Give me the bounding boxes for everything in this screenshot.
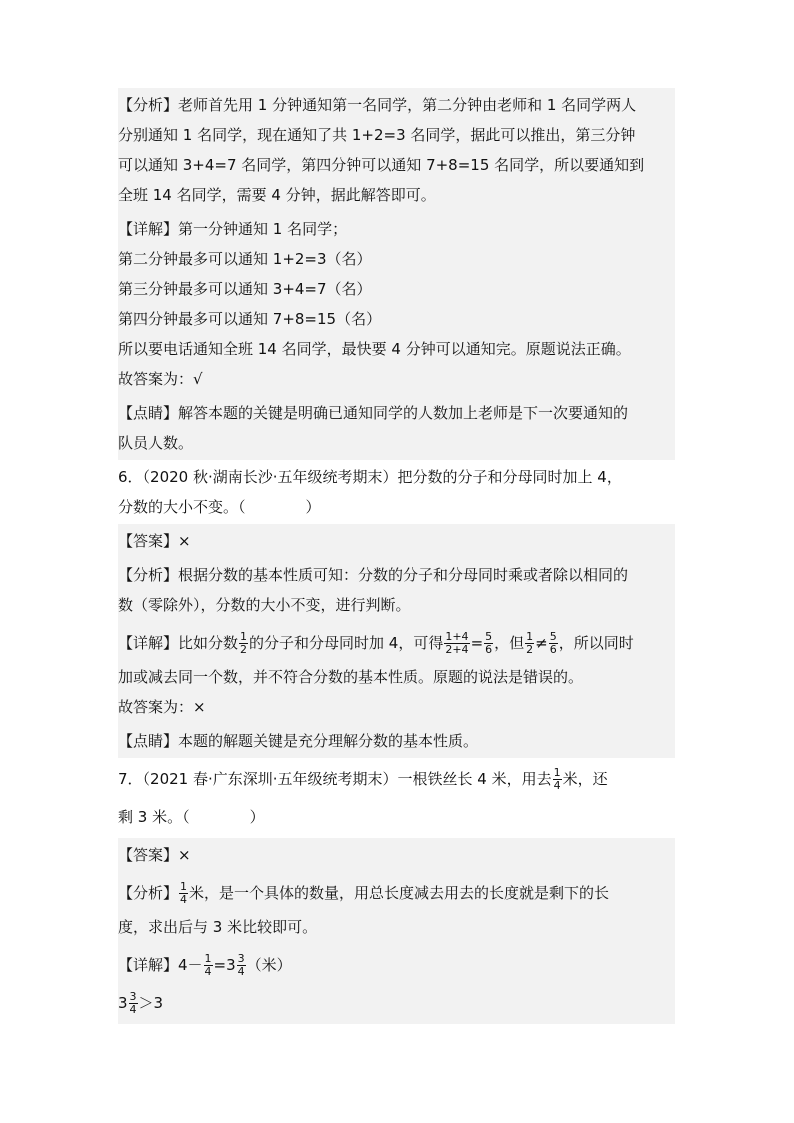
text-span: =3 [213, 956, 236, 974]
text-span: 【详解】4－ [118, 956, 203, 974]
fraction-numerator: 1 [180, 879, 188, 893]
fraction-denominator: 2+4 [445, 642, 469, 656]
fraction-denominator: 4 [180, 892, 188, 906]
fraction-numerator: 3 [129, 989, 137, 1003]
fraction-denominator: 2 [240, 642, 248, 656]
text-span: 【详解】比如分数 [118, 634, 239, 652]
text-line: 分别通知 1 名同学，现在通知了共 1+2=3 名同学，据此可以推出，第三分钟 [118, 126, 636, 144]
detail-formula-line [118, 946, 675, 984]
text-span: （米） [246, 956, 292, 974]
text-line: 【点睛】本题的解题关键是充分理解分数的基本性质。 [118, 732, 479, 750]
text-line: 【点睛】解答本题的关键是明确已通知同学的人数加上老师是下一次要通知的 [118, 404, 629, 422]
text-span: ，但 [494, 634, 525, 652]
text-span: 米，是一个具体的数量，用总长度减去用去的长度就是剩下的长 [189, 884, 610, 902]
text-line: 所以要电话通知全班 14 名同学，最快要 4 分钟可以通知完。原题说法正确。 [118, 340, 631, 358]
analysis-block [118, 872, 675, 944]
fraction-numerator: 5 [485, 629, 493, 643]
detail-formula-line [118, 624, 675, 662]
detail-block [118, 212, 675, 396]
fraction [239, 631, 248, 656]
text-span: 的分子和分母同时加 4，可得 [249, 634, 444, 652]
question-text: 分数的大小不变。（ ） [118, 498, 321, 516]
text-span: ＞3 [138, 994, 164, 1012]
text-span: 米，还 [562, 770, 608, 788]
answer-text: 【答案】× [118, 532, 191, 550]
text-span: 【分析】 [118, 884, 179, 902]
text-line: 加或减去同一个数，并不符合分数的基本性质。原题的说法是错误的。 [118, 668, 584, 686]
fraction [484, 631, 493, 656]
text-line: 第二分钟最多可以通知 1+2=3（名） [118, 250, 372, 268]
text-line: 全班 14 名同学，需要 4 分钟，据此解答即可。 [118, 186, 436, 204]
answer-text: 【答案】× [118, 846, 191, 864]
text-line: 故答案为：√ [118, 370, 203, 388]
fraction-denominator: 4 [129, 1002, 137, 1016]
text-line: 【详解】第一分钟通知 1 名同学； [118, 220, 348, 238]
text-span: 3 [118, 994, 128, 1012]
conclusion-text: 故答案为：× [118, 698, 206, 716]
fraction-numerator: 1 [204, 951, 212, 965]
answer-block [118, 524, 675, 558]
fraction [525, 631, 534, 656]
fraction [549, 631, 558, 656]
fraction-numerator: 5 [549, 629, 557, 643]
fraction-denominator: 6 [485, 642, 493, 656]
fraction-denominator: 4 [553, 778, 561, 792]
point-block [118, 396, 675, 460]
text-line: 度，求出后与 3 米比较即可。 [118, 918, 318, 936]
text-line: 队员人数。 [118, 434, 194, 452]
fraction-denominator: 4 [204, 964, 212, 978]
fraction-numerator: 1 [553, 765, 561, 779]
question-7 [118, 758, 675, 838]
text-line: 第三分钟最多可以通知 3+4=7（名） [118, 280, 372, 298]
fraction-denominator: 2 [526, 642, 534, 656]
text-line: 【分析】老师首先用 1 分钟通知第一名同学，第二分钟由老师和 1 名同学两人 [118, 96, 637, 114]
fraction-numerator: 3 [237, 951, 245, 965]
text-span: 7．（2021 春·广东深圳·五年级统考期末）一根铁丝长 4 米，用去 [118, 770, 552, 788]
text-line: 数（零除外），分数的大小不变，进行判断。 [118, 596, 411, 614]
fraction-denominator: 6 [549, 642, 557, 656]
text-line: 可以通知 3+4=7 名同学，第四分钟可以通知 7+8=15 名同学，所以要通知到 [118, 156, 645, 174]
fraction-numerator: 1+4 [445, 629, 469, 643]
answer-block [118, 838, 675, 872]
text-line: 【分析】根据分数的基本性质可知：分数的分子和分母同时乘或者除以相同的 [118, 566, 629, 584]
question-text [118, 760, 675, 798]
comparison-line [118, 984, 675, 1022]
document-content [118, 88, 675, 1024]
fraction [129, 991, 138, 1016]
text-span: ，所以同时 [558, 634, 634, 652]
fraction-denominator: 4 [237, 964, 245, 978]
fraction [237, 953, 246, 978]
detail-block [118, 944, 675, 1024]
detail-block [118, 622, 675, 724]
equals-sign: = [470, 634, 484, 652]
fraction [204, 953, 213, 978]
question-text: 剩 3 米。（ ） [118, 808, 265, 826]
text-line: 第四分钟最多可以通知 7+8=15（名） [118, 310, 382, 328]
question-6 [118, 460, 675, 524]
analysis-formula-line [118, 874, 675, 912]
point-block [118, 724, 675, 758]
fraction [444, 631, 469, 656]
analysis-block [118, 88, 675, 212]
fraction [553, 767, 562, 792]
fraction-numerator: 1 [240, 629, 248, 643]
fraction-numerator: 1 [526, 629, 534, 643]
question-text: 6．（2020 秋·湖南长沙·五年级统考期末）把分数的分子和分母同时加上 4， [118, 468, 622, 486]
not-equal-sign: ≠ [535, 634, 548, 652]
analysis-block [118, 558, 675, 622]
fraction [179, 881, 188, 906]
